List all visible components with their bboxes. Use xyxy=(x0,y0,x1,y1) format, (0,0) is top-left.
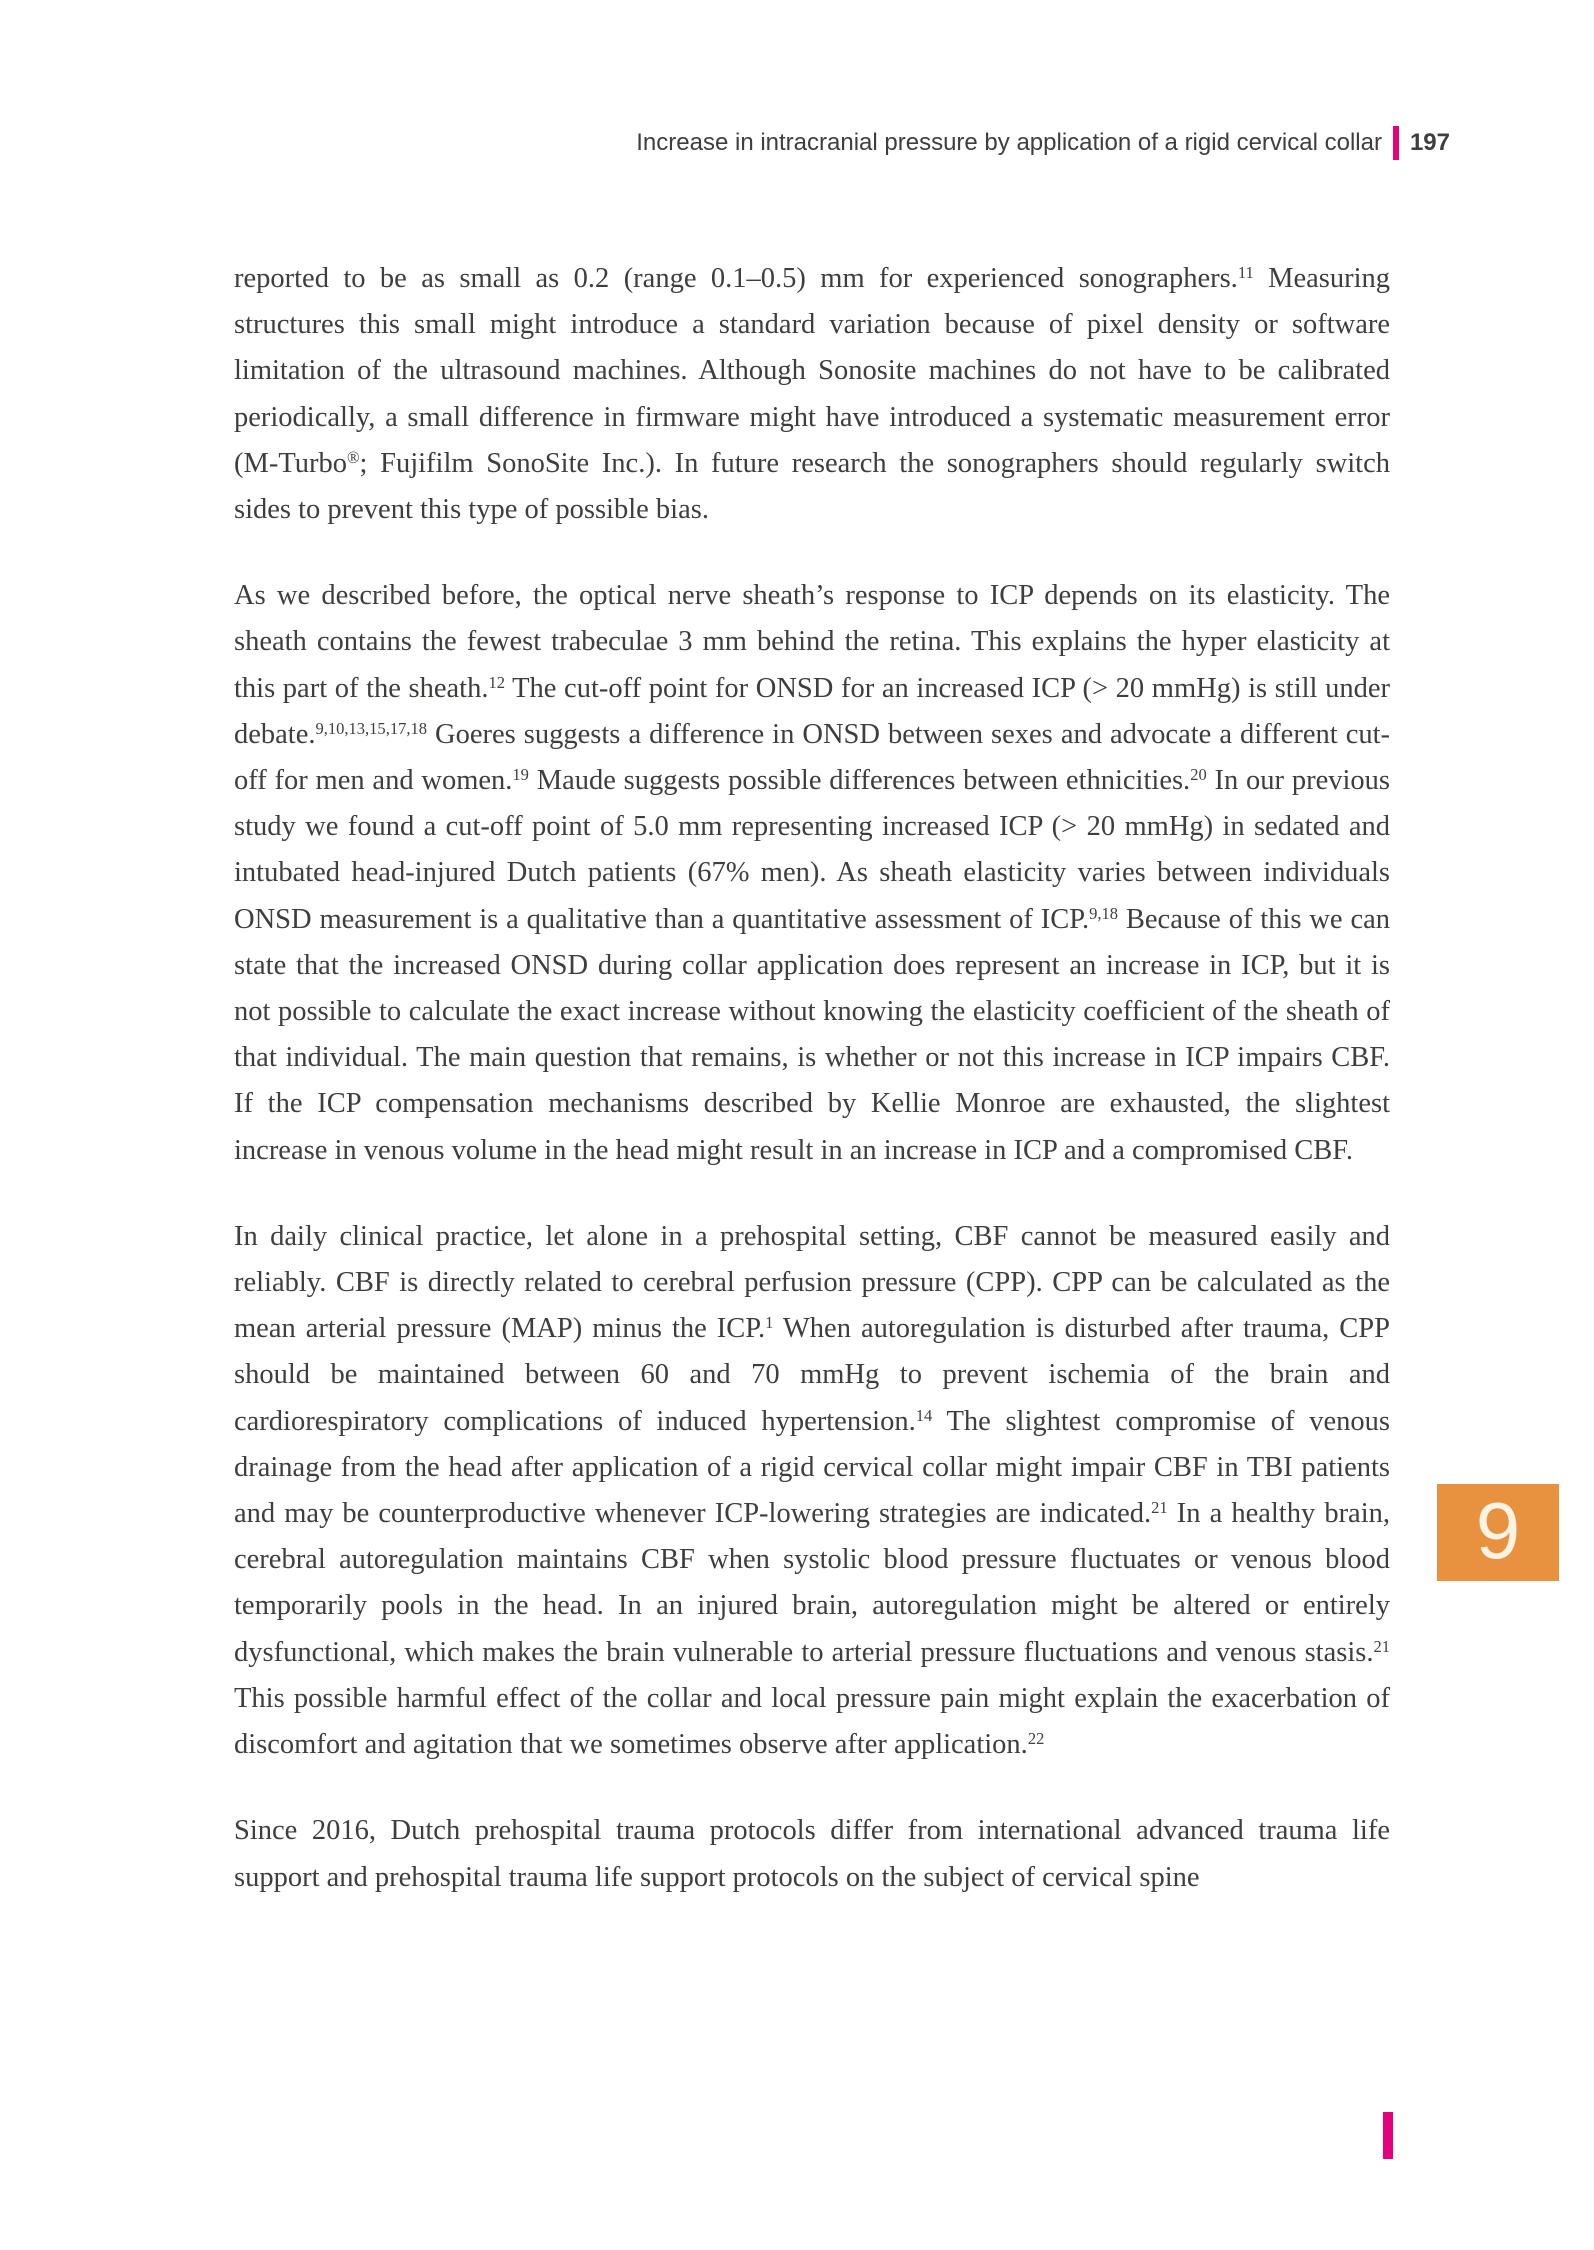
paragraph: As we described before, the optical nerve sheath’s response to ICP depends on its elasticity. The sheath contains the fewest trabeculae 3 mm behind the retina. This explains the hyper elasticity at this part of the sheath.$^{12}$ The cut-off point for ONSD for an increased ICP (> 20 mmHg) is still under debate.$^{9,10,13,15,17,18}$ Goeres suggests a difference in ONSD between sexes and advocate a different cut-off for men and women.$^{19}$ Maude suggests possible differences between ethnicities.$^{20}$ In our previous study we found a cut-off point of 5.0 mm representing increased ICP (> 20 mmHg) in sedated and intubated head-injured Dutch patients (67% men). As sheath elasticity varies between individuals ONSD measurement is a qualitative than a quantitative assessment of ICP.$^{9,18}$ Because of this we can state that the increased ONSD during collar application does represent an increase in ICP, but it is not possible to calculate the exact increase without knowing the elasticity coefficient of the sheath of that individual. The main question that remains, is whether or not this increase in ICP impairs CBF. If the ICP compensation mechanisms described by Kellie Monroe are exhausted, the slightest increase in venous volume in the head might result in an increase in ICP and a compromised CBF. xyxy=(234,580,1390,1166)
paragraph: Since 2016, Dutch prehospital trauma protocols differ from international advanced trauma life support and prehospital trauma life support protocols on the subject of cervical spine xyxy=(234,1815,1390,1893)
chapter-number: 9 xyxy=(1475,1485,1521,1575)
reference-superscript: 9,10,13,15,17,18 xyxy=(315,718,427,738)
reference-superscript: 14 xyxy=(915,1405,933,1425)
reference-superscript: 20 xyxy=(1190,764,1207,784)
reference-superscript: 19 xyxy=(512,764,529,784)
reference-superscript: 1 xyxy=(765,1313,774,1333)
paragraph: In daily clinical practice, let alone in a prehospital setting, CBF cannot be measured easily and reliably. CBF is directly related to cerebral perfusion pressure (CPP). CPP can be calculated as the mean arterial pressure (MAP) minus the ICP.$^1$ When autoregulation is disturbed after trauma, CPP should be maintained between 60 and 70 mmHg to prevent ischemia of the brain and cardiorespiratory complications of induced hypertension.$^{14}$ The slightest compromise of venous drainage from the head after application of a rigid cervical collar might impair CBF in TBI patients and may be counterproductive whenever ICP-lowering strategies are indicated.$^{21}$ In a healthy brain, cerebral autoregulation maintains CBF when systolic blood pressure fluctuates or venous blood temporarily pools in the head. In an injured brain, autoregulation might be altered or entirely dysfunctional, which makes the brain vulnerable to arterial pressure fluctuations and venous stasis.$^{21}$ This possible harmful effect of the collar and local pressure pain might explain the exacerbation of discomfort and agitation that we sometimes observe after application.$^{22}$ xyxy=(234,1220,1390,1761)
paragraph: reported to be as small as 0.2 (range 0.1–0.5) mm for experienced sonographers.$^{11}$ Measuring structures this small might introduce a standard variation because of pixel density or software limitation of the ultrasound machines. Although Sonosite machines do not have to be calibrated periodically, a small difference in firmware might have introduced a systematic measurement error (M-Turbo®; Fujifilm SonoSite Inc.). In future research the sonographers should regularly switch sides to prevent this type of possible bias. xyxy=(234,262,1391,526)
chapter-tab xyxy=(1437,1484,1559,1581)
body-text xyxy=(234,256,1390,1901)
reference-superscript: 22 xyxy=(1027,1729,1045,1749)
header-accent-bar xyxy=(1393,126,1399,160)
reference-superscript: 21 xyxy=(1151,1498,1168,1517)
page-number: 197 xyxy=(1409,129,1450,156)
reference-superscript: 12 xyxy=(488,672,505,692)
reference-superscript: 9,18 xyxy=(1089,903,1119,923)
bottom-accent-bar xyxy=(1383,2112,1393,2159)
reference-superscript: 11 xyxy=(1237,262,1254,282)
page-header xyxy=(636,126,1450,160)
reference-superscript: 21 xyxy=(1373,1636,1390,1656)
reference-superscript: ® xyxy=(346,447,360,467)
running-header-title: Increase in intracranial pressure by application of a rigid cervical collar xyxy=(636,129,1382,156)
